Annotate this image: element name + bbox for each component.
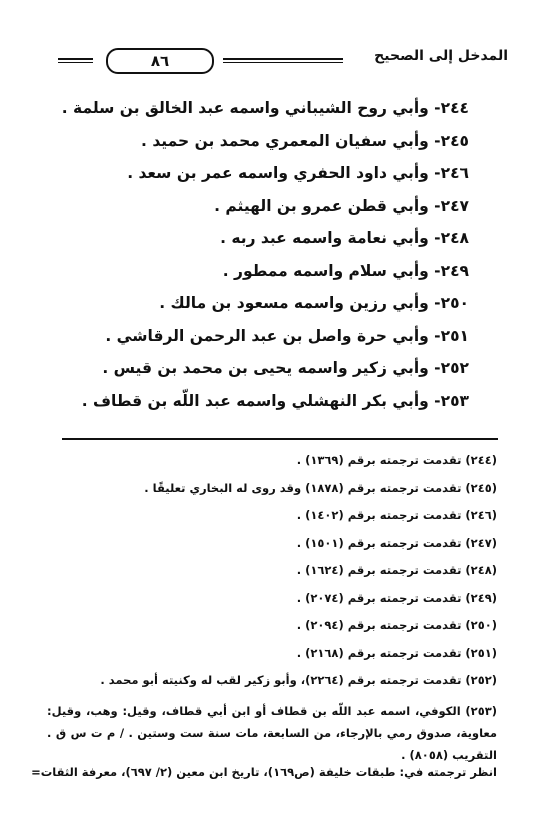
header-rule-right [223,58,343,63]
footnote-continuation: انظر ترجمته في: طبقات خليفة (ص١٦٩)، تاريخ ابن معين (٢/ ٦٩٧)، معرفة الثقات= [31,765,497,779]
footnote-divider [62,438,498,440]
footnote: (٢٤٩) تقدمت ترجمته برقم (٢٠٧٤) . [296,590,497,605]
footnotes [31,452,497,779]
footnote: (٢٥٢) تقدمت ترجمته برقم (٢٢٦٤)، وأبو زكير لقب له وكنيته أبو محمد . [100,673,497,687]
narrator-entry: ٢٤٧- وأبي قطن عمرو بن الهيثم . [214,196,469,215]
narrator-entry: ٢٥٢- وأبي زكير واسمه يحيى بن محمد بن قيس . [102,359,469,377]
running-title: المدخل إلى الصحيح [374,48,508,64]
narrator-entry: ٢٤٩- وأبي سلام واسمه ممطور . [222,261,469,280]
footnote: (٢٥٣) الكوفي، اسمه عبد اللّه بن قطاف أو ابن أبي قطاف، وقيل: وهب، وقيل: معاوية، صدوق رمي بالإرجاء، من السابعة، مات سنة ست وستين . / م ت س ق . التقريب (٨٠٥٨) . [47,703,497,762]
narrator-list [61,98,469,423]
footnote: (٢٤٦) تقدمت ترجمته برقم (١٤٠٢) . [296,508,497,522]
footnote: (٢٥١) تقدمت ترجمته برقم (٢١٦٨) . [296,645,497,660]
footnote: (٢٤٧) تقدمت ترجمته برقم (١٥٠١) . [296,535,497,550]
narrator-entry: ٢٤٨- وأبي نعامة واسمه عبد ربه . [220,229,469,247]
narrator-entry: ٢٤٥- وأبي سفيان المعمري محمد بن حميد . [141,131,469,150]
footnote: (٢٤٨) تقدمت ترجمته برقم (١٦٢٤) . [296,563,497,577]
running-header [58,48,508,74]
footnote: (٢٤٤) تقدمت ترجمته برقم (١٣٦٩) . [296,453,497,467]
narrator-entry: ٢٤٤- وأبي روح الشيباني واسمه عبد الخالق بن سلمة . [61,99,469,117]
narrator-entry: ٢٤٦- وأبي داود الحفري واسمه عمر بن سعد . [127,164,469,182]
header-rule-left [58,58,93,63]
narrator-entry: ٢٥٠- وأبي رزين واسمه مسعود بن مالك . [159,294,469,312]
narrator-entry: ٢٥١- وأبي حرة واصل بن عبد الرحمن الرقاشي . [105,326,469,345]
footnote: (٢٥٠) تقدمت ترجمته برقم (٢٠٩٤) . [296,618,497,632]
narrator-entry: ٢٥٣- وأبي بكر النهشلي واسمه عبد اللّه بن قطاف . [81,391,469,410]
footnote: (٢٤٥) تقدمت ترجمته برقم (١٨٧٨) وقد روى له البخاري تعليقًا . [144,480,497,495]
page-number: ٨٦ [106,48,214,74]
